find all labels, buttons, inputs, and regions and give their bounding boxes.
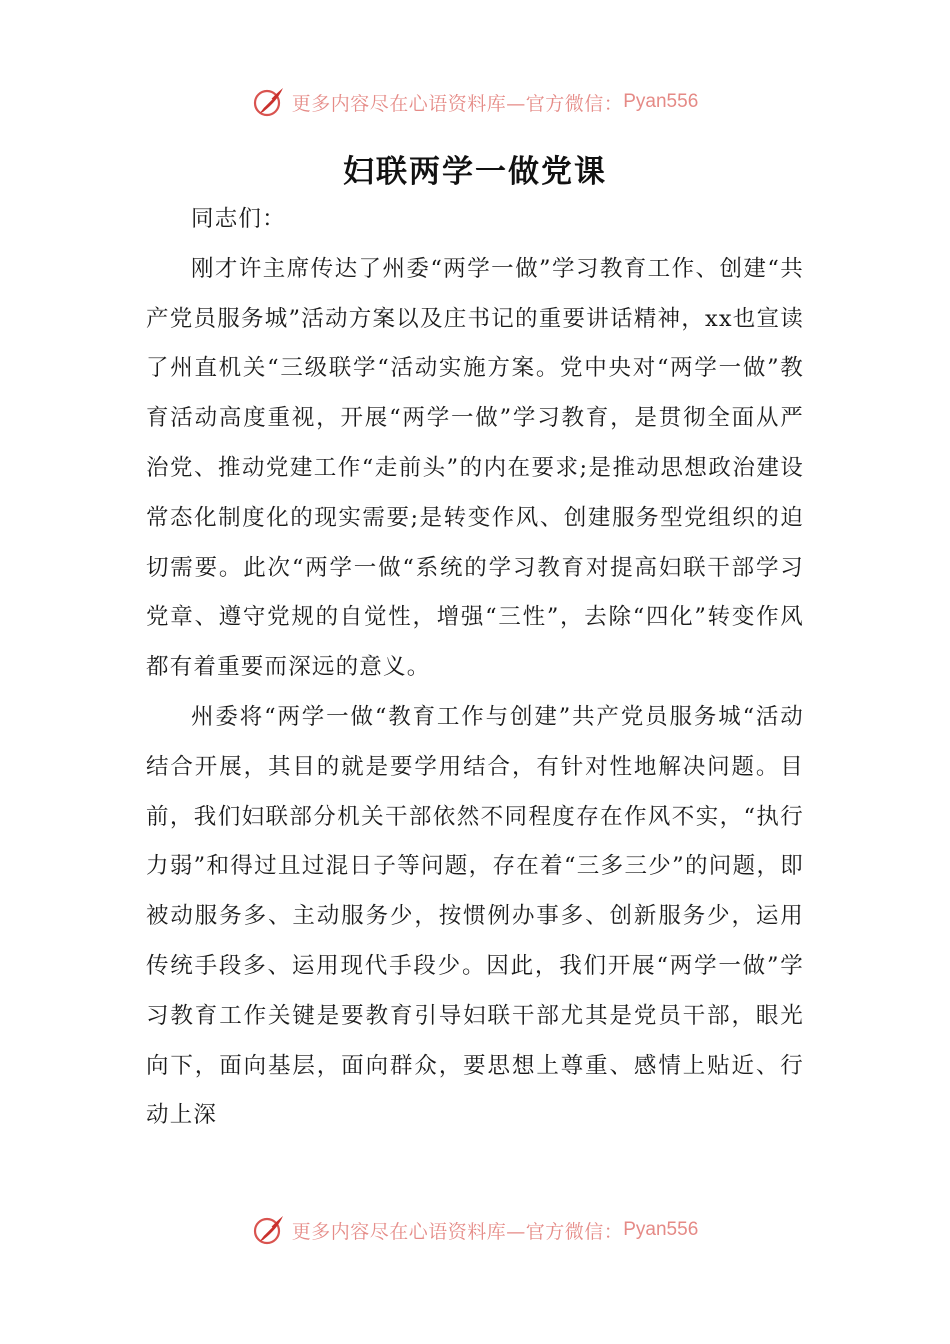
quill-pen-circle-icon [252,85,286,119]
banner-wechat-id: Pyan556 [623,1219,699,1240]
paragraph: 州委将“两学一做“教育工作与创建”共产党员服务城“活动结合开展，其目的就是要学用结合，有针对性地解决问题。目前，我们妇联部分机关干部依然不同程度存在作风不实，“执行力弱”和得过且过混日子等问题，存在着“三多三少”的问题，即被动服务多、主动服务少，按惯例办事多、创新服务少，运用传统手段多、运用现代手段少。因此，我们开展“两学一做”学习教育工作关键是要教育引导妇联干部尤其是党员干部，眼光向下，面向基层，面向群众，要思想上尊重、感情上贴近、行动上深 [146,703,804,1129]
quill-pen-circle-icon [252,1213,286,1247]
salutation: 同志们： [191,206,286,232]
banner-text: 更多内容尽在心语资料库—官方微信： [291,92,624,115]
banner-text: 更多内容尽在心语资料库—官方微信： [291,1220,624,1243]
footer-banner [0,1210,950,1250]
banner-wechat-id: Pyan556 [623,91,699,112]
document-title: 妇联两学一做党课 [343,154,607,190]
header-banner [0,82,950,122]
paragraph: 刚才许主席传达了州委“两学一做”学习教育工作、创建“共产党员服务城”活动方案以及庄书记的重要讲话精神，xx也宣读了州直机关“三级联学“活动实施方案。党中央对“两学一做”教育活动高度重视，开展“两学一做”学习教育，是贯彻全面从严治党、推动党建工作“走前头”的内在要求;是推动思想政治建设常态化制度化的现实需要;是转变作风、创建服务型党组织的迫切需要。此次“两学一做“系统的学习教育对提高妇联干部学习党章、遵守党规的自觉性，增强“三性”，去除“四化”转变作风都有着重要而深远的意义。 [146,255,804,681]
document-body [146,195,804,1141]
